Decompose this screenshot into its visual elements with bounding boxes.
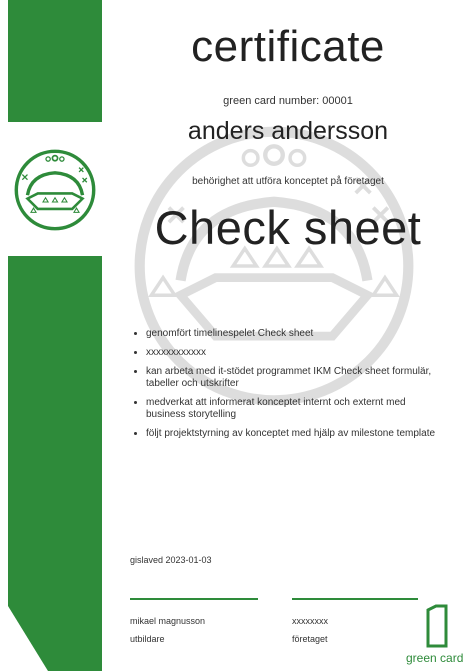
achievement-item: • följt projektstyrning av konceptet med hjälp av milestone template — [146, 428, 436, 440]
band-corner-notch — [8, 606, 48, 671]
certificate-title: certificate — [191, 22, 385, 71]
signature-line-instructor — [130, 598, 258, 600]
document-icon — [426, 604, 448, 648]
course-title: Check sheet — [154, 201, 422, 254]
authorization-text: behörighet att utföra konceptet på företaget — [192, 176, 384, 187]
instructor-name: mikael magnusson — [130, 616, 206, 626]
recipient-name: anders andersson — [187, 117, 389, 145]
green-card-emblem-icon — [12, 147, 98, 233]
signature-line-company — [292, 598, 418, 600]
card-number: green card number: 00001 — [223, 95, 353, 107]
brand-logo-text: green card — [406, 651, 464, 665]
company-name: xxxxxxxx — [292, 616, 328, 626]
achievement-item: • xxxxxxxxxxxx — [146, 347, 436, 359]
achievement-item: • medverkat att informerat konceptet internt och externt med business storytelling — [146, 397, 436, 421]
achievement-item: • genomfört timelinespelet Check sheet — [146, 328, 436, 340]
place-date: gislaved 2023-01-03 — [130, 555, 212, 565]
achievement-item: • kan arbeta med it-stödet programmet IKM Check sheet formulär, tabeller och utskrifter — [146, 366, 436, 390]
instructor-role: utbildare — [130, 634, 165, 644]
company-role: företaget — [292, 634, 328, 644]
achievement-list — [118, 328, 436, 447]
left-green-band-top — [8, 0, 102, 122]
